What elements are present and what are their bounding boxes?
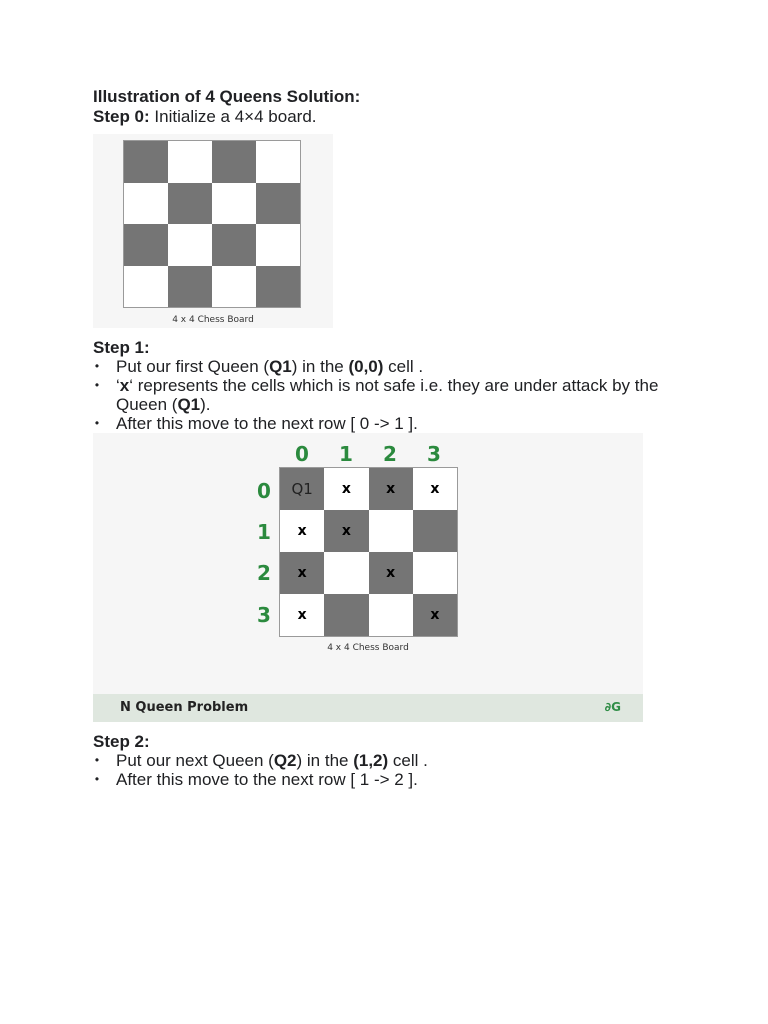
board-square <box>324 552 368 594</box>
board-square <box>212 141 256 183</box>
board-square <box>124 183 168 225</box>
board-square <box>369 510 413 552</box>
board-square <box>369 594 413 636</box>
board-square <box>256 266 300 308</box>
row-label: 3 <box>257 603 271 627</box>
board-square <box>168 141 212 183</box>
row-label: 2 <box>257 561 271 585</box>
attacked-cell: x <box>280 594 324 636</box>
board-caption: 4 x 4 Chess Board <box>172 315 254 325</box>
gfg-logo-icon: ∂G <box>604 700 621 714</box>
board-square <box>413 510 457 552</box>
list-item: • After this move to the next row [ 1 -> 2 ]. <box>94 770 418 789</box>
attacked-cell: x <box>280 552 324 594</box>
attacked-cell: x <box>324 510 368 552</box>
step2-list <box>93 751 673 789</box>
attacked-cell: x <box>413 594 457 636</box>
list-item: • Put our next Queen (Q2) in the (1,2) cell . <box>94 751 428 770</box>
banner-title: N Queen Problem <box>120 700 249 715</box>
board-square <box>124 224 168 266</box>
figure-banner <box>93 694 643 722</box>
attacked-cell: x <box>324 468 368 510</box>
attacked-cell: x <box>413 468 457 510</box>
board-square <box>256 224 300 266</box>
step0-text: Initialize a 4×4 board. <box>149 107 317 126</box>
chess-board-step1 <box>279 467 458 637</box>
board-square <box>212 183 256 225</box>
board-square <box>168 266 212 308</box>
attacked-cell: x <box>369 552 413 594</box>
board-square <box>413 552 457 594</box>
board-square <box>324 594 368 636</box>
row-label: 1 <box>257 520 271 544</box>
step0-board-figure <box>93 134 333 328</box>
list-item: • ‘x‘ represents the cells which is not safe i.e. they are under attack by the Queen (Q1). <box>94 376 659 414</box>
empty-chess-board <box>123 140 301 308</box>
section-heading: Illustration of 4 Queens Solution: <box>93 87 361 106</box>
board-square <box>124 266 168 308</box>
step2-label: Step 2: <box>93 732 150 751</box>
row-label: 0 <box>257 479 271 503</box>
step0-line <box>93 107 673 126</box>
board-square <box>212 266 256 308</box>
queen-cell: Q1 <box>280 468 324 510</box>
step0-label: Step 0: <box>93 107 150 126</box>
board-square <box>256 141 300 183</box>
board-square <box>212 224 256 266</box>
board-square <box>168 183 212 225</box>
column-label: 3 <box>427 442 441 466</box>
step1-board-figure <box>93 433 643 694</box>
board-caption: 4 x 4 Chess Board <box>327 643 409 653</box>
board-square <box>124 141 168 183</box>
board-square <box>168 224 212 266</box>
attacked-cell: x <box>280 510 324 552</box>
step1-label: Step 1: <box>93 338 150 357</box>
column-label: 2 <box>383 442 397 466</box>
list-item: • After this move to the next row [ 0 -> 1 ]. <box>94 414 418 433</box>
column-label: 1 <box>339 442 353 466</box>
column-label: 0 <box>295 442 309 466</box>
list-item: • Put our first Queen (Q1) in the (0,0) cell . <box>94 357 424 376</box>
attacked-cell: x <box>369 468 413 510</box>
step1-list <box>93 357 673 433</box>
article-content <box>93 87 673 789</box>
board-square <box>256 183 300 225</box>
